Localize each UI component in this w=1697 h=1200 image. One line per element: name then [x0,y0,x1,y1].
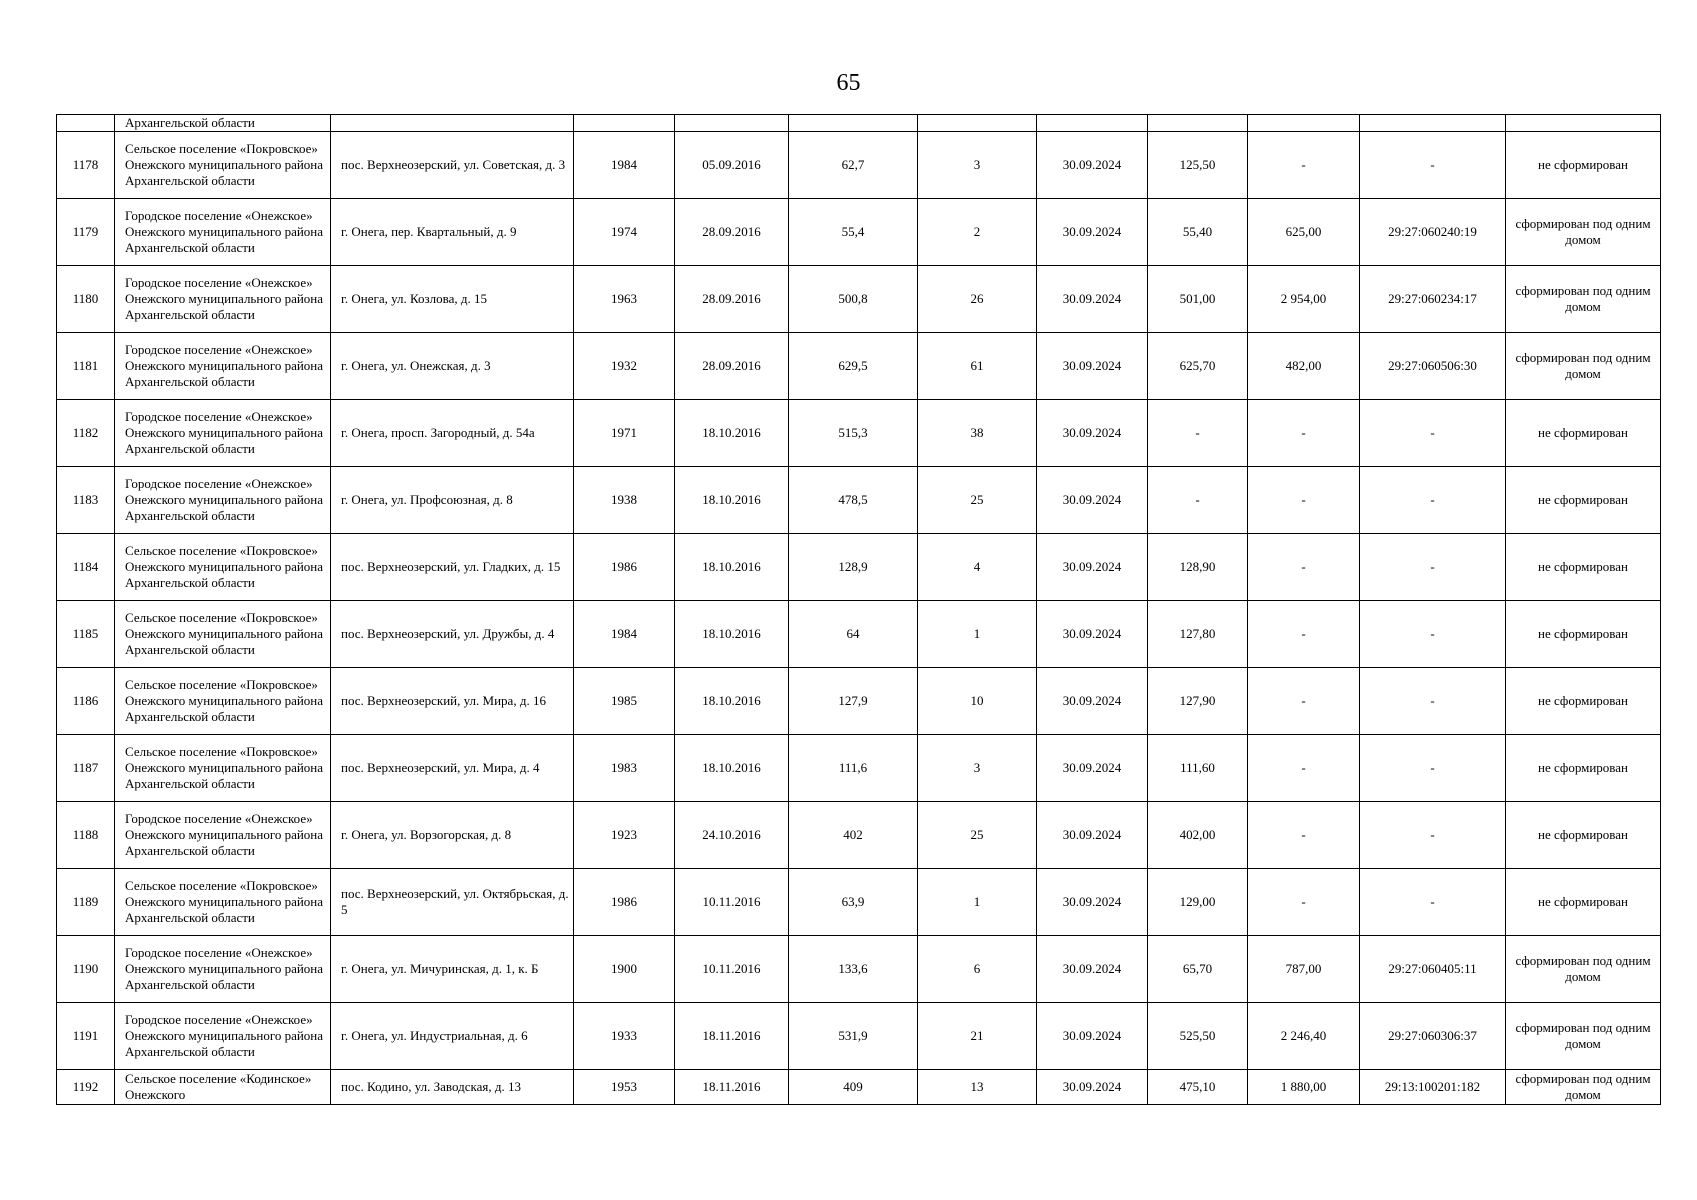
cell-value-1: 402,00 [1148,802,1248,869]
cell-cadastral: - [1360,668,1506,735]
cell-status: не сформирован [1506,601,1661,668]
cell-number: 1188 [57,802,115,869]
table-row [57,132,1661,199]
cell-address: г. Онега, просп. Загородный, д. 54а [331,400,574,467]
cell-value-2: 482,00 [1248,333,1360,400]
cell-year: 1984 [574,601,675,668]
cell-value-1: 127,90 [1148,668,1248,735]
cell-cadastral: 29:27:060506:30 [1360,333,1506,400]
cell-cadastral: - [1360,869,1506,936]
cell-residents: 2 [918,199,1037,266]
cell-value-1: 129,00 [1148,869,1248,936]
cell-due-date: 30.09.2024 [1037,199,1148,266]
cell-area: 515,3 [789,400,918,467]
cell-cadastral: - [1360,132,1506,199]
cell-due-date: 30.09.2024 [1037,266,1148,333]
cell-number: 1184 [57,534,115,601]
cell-residents: 6 [918,936,1037,1003]
cell-value-2 [1248,115,1360,132]
cell-value-1: 625,70 [1148,333,1248,400]
cell-number: 1186 [57,668,115,735]
cell-residents: 10 [918,668,1037,735]
cell-value-2: - [1248,802,1360,869]
cell-cadastral: 29:27:060306:37 [1360,1003,1506,1070]
cell-date: 18.10.2016 [675,400,789,467]
cell-due-date: 30.09.2024 [1037,869,1148,936]
cell-municipality: Городское поселение «Онежское» Онежского муниципального района Архангельской области [115,199,331,266]
cell-value-2: - [1248,400,1360,467]
cell-value-2: - [1248,735,1360,802]
cell-year: 1933 [574,1003,675,1070]
cell-cadastral: - [1360,534,1506,601]
cell-value-1: - [1148,400,1248,467]
cell-year [574,115,675,132]
cell-number: 1191 [57,1003,115,1070]
cell-value-1: 65,70 [1148,936,1248,1003]
cell-area: 111,6 [789,735,918,802]
cell-year: 1932 [574,333,675,400]
cell-address: пос. Верхнеозерский, ул. Дружбы, д. 4 [331,601,574,668]
cell-municipality: Сельское поселение «Покровское» Онежского муниципального района Архангельской области [115,534,331,601]
cell-address: пос. Верхнеозерский, ул. Мира, д. 4 [331,735,574,802]
cell-address: г. Онега, ул. Козлова, д. 15 [331,266,574,333]
cell-date: 28.09.2016 [675,266,789,333]
cell-residents: 25 [918,467,1037,534]
cell-date: 24.10.2016 [675,802,789,869]
cell-cadastral: - [1360,601,1506,668]
cell-municipality: Городское поселение «Онежское» Онежского муниципального района Архангельской области [115,400,331,467]
cell-cadastral: 29:13:100201:182 [1360,1070,1506,1105]
cell-area: 500,8 [789,266,918,333]
cell-municipality: Сельское поселение «Покровское» Онежского муниципального района Архангельской области [115,601,331,668]
cell-value-2: - [1248,668,1360,735]
cell-area: 478,5 [789,467,918,534]
cell-value-2: 1 880,00 [1248,1070,1360,1105]
cell-due-date: 30.09.2024 [1037,333,1148,400]
cell-municipality: Сельское поселение «Покровское» Онежского муниципального района Архангельской области [115,668,331,735]
cell-municipality: Городское поселение «Онежское» Онежского муниципального района Архангельской области [115,333,331,400]
cell-due-date: 30.09.2024 [1037,802,1148,869]
cell-municipality: Архангельской области [115,115,331,132]
cell-year: 1974 [574,199,675,266]
cell-area: 128,9 [789,534,918,601]
cell-due-date: 30.09.2024 [1037,735,1148,802]
cell-due-date: 30.09.2024 [1037,534,1148,601]
cell-year: 1900 [574,936,675,1003]
cell-area: 629,5 [789,333,918,400]
cell-value-1: 55,40 [1148,199,1248,266]
cell-area: 531,9 [789,1003,918,1070]
cell-value-2: - [1248,534,1360,601]
cell-value-1: - [1148,467,1248,534]
cell-value-2: - [1248,132,1360,199]
cell-due-date: 30.09.2024 [1037,936,1148,1003]
cell-status: не сформирован [1506,735,1661,802]
cell-address: г. Онега, ул. Мичуринская, д. 1, к. Б [331,936,574,1003]
cell-value-2: - [1248,869,1360,936]
cell-residents: 1 [918,869,1037,936]
cell-cadastral: 29:27:060234:17 [1360,266,1506,333]
cell-municipality: Сельское поселение «Кодинское» Онежского [115,1070,331,1105]
cell-value-2: 625,00 [1248,199,1360,266]
cell-address: г. Онега, ул. Профсоюзная, д. 8 [331,467,574,534]
cell-value-1: 128,90 [1148,534,1248,601]
table-row [57,668,1661,735]
cell-number: 1179 [57,199,115,266]
cell-date: 18.10.2016 [675,668,789,735]
cell-municipality: Городское поселение «Онежское» Онежского муниципального района Архангельской области [115,1003,331,1070]
cell-due-date: 30.09.2024 [1037,668,1148,735]
cell-date: 18.11.2016 [675,1003,789,1070]
table-row [57,869,1661,936]
cell-address: пос. Верхнеозерский, ул. Мира, д. 16 [331,668,574,735]
cell-area: 62,7 [789,132,918,199]
cell-due-date: 30.09.2024 [1037,601,1148,668]
cell-residents: 21 [918,1003,1037,1070]
table-row [57,467,1661,534]
cell-number: 1183 [57,467,115,534]
cell-value-2: 2 954,00 [1248,266,1360,333]
cell-value-1 [1148,115,1248,132]
cell-year: 1938 [574,467,675,534]
cell-year: 1923 [574,802,675,869]
cell-address: пос. Верхнеозерский, ул. Советская, д. 3 [331,132,574,199]
cell-value-1: 475,10 [1148,1070,1248,1105]
cell-due-date: 30.09.2024 [1037,400,1148,467]
cell-residents [918,115,1037,132]
cell-status: сформирован под одним домом [1506,1003,1661,1070]
table-row [57,601,1661,668]
cell-municipality: Сельское поселение «Покровское» Онежского муниципального района Архангельской области [115,132,331,199]
cell-status [1506,115,1661,132]
cell-municipality: Городское поселение «Онежское» Онежского муниципального района Архангельской области [115,802,331,869]
cell-status: сформирован под одним домом [1506,333,1661,400]
cell-address: г. Онега, ул. Индустриальная, д. 6 [331,1003,574,1070]
cell-date: 18.10.2016 [675,601,789,668]
table-row [57,333,1661,400]
cell-status: сформирован под одним домом [1506,936,1661,1003]
cell-due-date: 30.09.2024 [1037,132,1148,199]
cell-status: не сформирован [1506,467,1661,534]
page-number: 65 [836,70,861,96]
cell-date: 10.11.2016 [675,936,789,1003]
cell-due-date: 30.09.2024 [1037,467,1148,534]
cell-cadastral [1360,115,1506,132]
cell-address: пос. Верхнеозерский, ул. Октябрьская, д. 5 [331,869,574,936]
cell-year: 1984 [574,132,675,199]
cell-value-2: 2 246,40 [1248,1003,1360,1070]
cell-date: 18.10.2016 [675,735,789,802]
cell-number: 1185 [57,601,115,668]
cell-year: 1986 [574,534,675,601]
cell-area: 127,9 [789,668,918,735]
cell-date: 18.10.2016 [675,534,789,601]
cell-date: 05.09.2016 [675,132,789,199]
cell-cadastral: 29:27:060240:19 [1360,199,1506,266]
cell-cadastral: - [1360,400,1506,467]
cell-area [789,115,918,132]
cell-value-2: - [1248,601,1360,668]
cell-area: 55,4 [789,199,918,266]
cell-due-date: 30.09.2024 [1037,1070,1148,1105]
table-row [57,534,1661,601]
cell-cadastral: - [1360,467,1506,534]
cell-value-1: 501,00 [1148,266,1248,333]
cell-number: 1190 [57,936,115,1003]
table-row [57,1003,1661,1070]
cell-municipality: Городское поселение «Онежское» Онежского муниципального района Архангельской области [115,936,331,1003]
cell-number: 1178 [57,132,115,199]
cell-status: сформирован под одним домом [1506,266,1661,333]
cell-municipality: Сельское поселение «Покровское» Онежского муниципального района Архангельской области [115,869,331,936]
cell-year: 1983 [574,735,675,802]
cell-residents: 25 [918,802,1037,869]
cell-number: 1180 [57,266,115,333]
cell-cadastral: - [1360,735,1506,802]
cell-number: 1189 [57,869,115,936]
table-row [57,735,1661,802]
cell-municipality: Городское поселение «Онежское» Онежского муниципального района Архангельской области [115,266,331,333]
cell-year: 1971 [574,400,675,467]
cell-area: 409 [789,1070,918,1105]
table-row [57,802,1661,869]
cell-status: сформирован под одним домом [1506,1070,1661,1105]
cell-residents: 26 [918,266,1037,333]
cell-value-2: - [1248,467,1360,534]
cell-date [675,115,789,132]
cell-due-date [1037,115,1148,132]
cell-date: 18.11.2016 [675,1070,789,1105]
table-row [57,199,1661,266]
table-row-continuation [57,115,1661,132]
cell-residents: 3 [918,132,1037,199]
cell-number: 1187 [57,735,115,802]
table-row [57,936,1661,1003]
cell-cadastral: - [1360,802,1506,869]
cell-due-date: 30.09.2024 [1037,1003,1148,1070]
cell-cadastral: 29:27:060405:11 [1360,936,1506,1003]
cell-residents: 4 [918,534,1037,601]
cell-status: не сформирован [1506,869,1661,936]
cell-value-1: 125,50 [1148,132,1248,199]
cell-number: 1192 [57,1070,115,1105]
cell-residents: 1 [918,601,1037,668]
cell-value-1: 525,50 [1148,1003,1248,1070]
cell-year: 1963 [574,266,675,333]
cell-status: не сформирован [1506,534,1661,601]
cell-residents: 13 [918,1070,1037,1105]
cell-number: 1182 [57,400,115,467]
cell-municipality: Городское поселение «Онежское» Онежского муниципального района Архангельской области [115,467,331,534]
cell-date: 28.09.2016 [675,199,789,266]
cell-area: 64 [789,601,918,668]
cell-year: 1953 [574,1070,675,1105]
cell-year: 1985 [574,668,675,735]
cell-date: 18.10.2016 [675,467,789,534]
cell-address: пос. Верхнеозерский, ул. Гладких, д. 15 [331,534,574,601]
cell-residents: 38 [918,400,1037,467]
cell-value-1: 111,60 [1148,735,1248,802]
cell-year: 1986 [574,869,675,936]
cell-address: г. Онега, ул. Онежская, д. 3 [331,333,574,400]
cell-residents: 61 [918,333,1037,400]
cell-address [331,115,574,132]
cell-address: г. Онега, пер. Квартальный, д. 9 [331,199,574,266]
cell-area: 63,9 [789,869,918,936]
table-row [57,266,1661,333]
cell-number [57,115,115,132]
cell-residents: 3 [918,735,1037,802]
table-row [57,1070,1661,1105]
table-body [57,115,1661,1105]
cell-status: не сформирован [1506,132,1661,199]
cell-date: 10.11.2016 [675,869,789,936]
cell-status: не сформирован [1506,400,1661,467]
cell-area: 133,6 [789,936,918,1003]
cell-address: пос. Кодино, ул. Заводская, д. 13 [331,1070,574,1105]
cell-value-1: 127,80 [1148,601,1248,668]
cell-status: не сформирован [1506,802,1661,869]
table-row [57,400,1661,467]
cell-municipality: Сельское поселение «Покровское» Онежского муниципального района Архангельской области [115,735,331,802]
housing-registry-table [56,114,1661,1105]
cell-number: 1181 [57,333,115,400]
cell-value-2: 787,00 [1248,936,1360,1003]
cell-address: г. Онега, ул. Ворзогорская, д. 8 [331,802,574,869]
cell-date: 28.09.2016 [675,333,789,400]
cell-status: не сформирован [1506,668,1661,735]
cell-status: сформирован под одним домом [1506,199,1661,266]
cell-area: 402 [789,802,918,869]
